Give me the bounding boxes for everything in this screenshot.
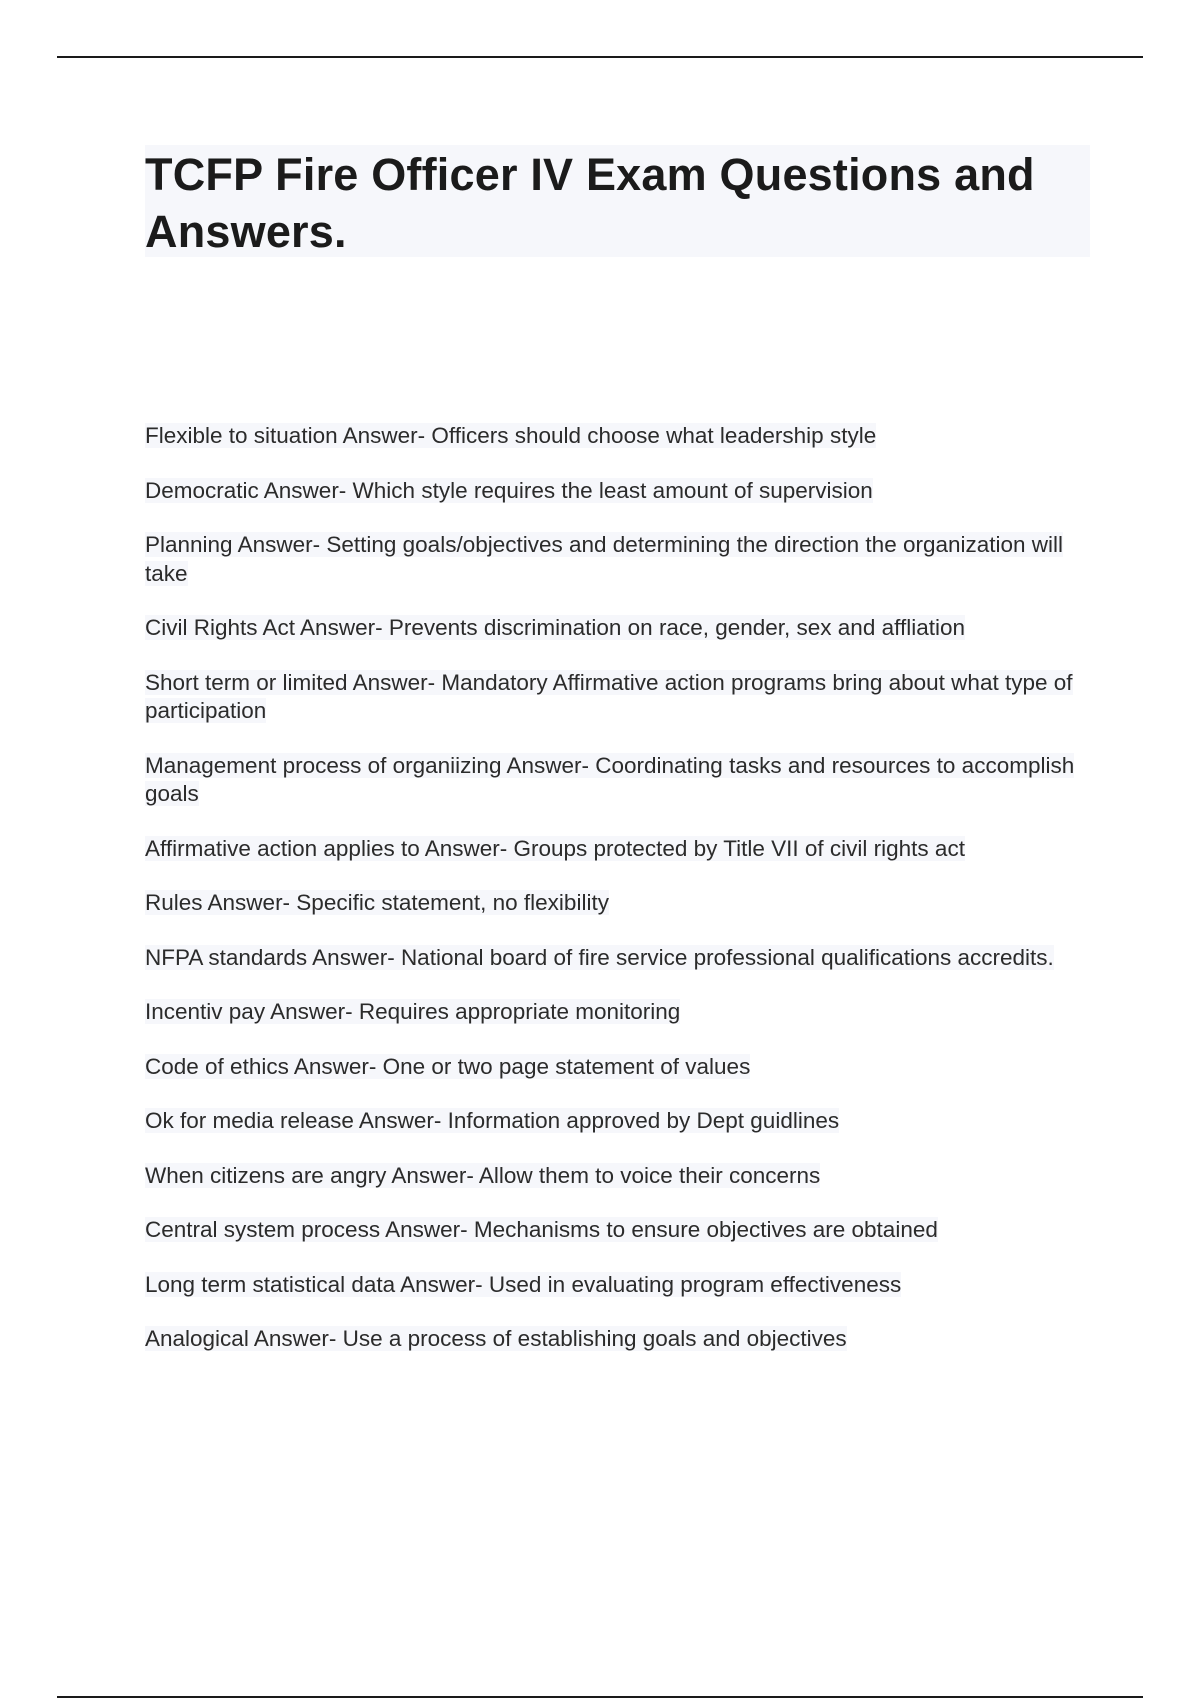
document-title: TCFP Fire Officer IV Exam Questions and Answers.	[145, 149, 1035, 257]
qa-item	[145, 944, 1105, 973]
qa-item-text: Management process of organiizing Answer- Coordinating tasks and resources to accomplish goals	[145, 752, 1075, 806]
bottom-rule	[57, 1696, 1143, 1698]
qa-item	[145, 889, 1105, 918]
qa-item	[145, 669, 1105, 726]
qa-item	[145, 531, 1105, 588]
qa-item	[145, 835, 1105, 864]
qa-item	[145, 422, 1105, 451]
qa-item-text: NFPA standards Answer- National board of fire service professional qualifications accredits.	[145, 944, 1054, 970]
qa-item	[145, 614, 1105, 643]
qa-item-text: Code of ethics Answer- One or two page statement of values	[145, 1053, 751, 1079]
qa-item-text: Planning Answer- Setting goals/objectives and determining the direction the organization will take	[145, 532, 1064, 586]
qa-item-text: Civil Rights Act Answer- Prevents discrimination on race, gender, sex and affliation	[145, 615, 965, 640]
qa-item	[145, 1162, 1105, 1191]
qa-item-text: When citizens are angry Answer- Allow them to voice their concerns	[145, 1162, 821, 1188]
qa-item-text: Analogical Answer- Use a process of establishing goals and objectives	[145, 1326, 847, 1351]
qa-item-text: Long term statistical data Answer- Used in evaluating program effectiveness	[145, 1271, 902, 1297]
qa-item-text: Rules Answer- Specific statement, no flexibility	[145, 890, 609, 915]
qa-item	[145, 1216, 1105, 1245]
qa-item	[145, 752, 1105, 809]
qa-item-text: Democratic Answer- Which style requires the least amount of supervision	[145, 477, 873, 503]
qa-item-text: Central system process Answer- Mechanisms to ensure objectives are obtained	[145, 1217, 938, 1242]
qa-item	[145, 1271, 1105, 1300]
qa-item	[145, 1053, 1105, 1082]
qa-item-text: Short term or limited Answer- Mandatory Affirmative action programs bring about what type of participation	[145, 669, 1073, 723]
qa-item-text: Flexible to situation Answer- Officers should choose what leadership style	[145, 423, 877, 448]
qa-item	[145, 1325, 1105, 1354]
qa-item	[145, 477, 1105, 506]
qa-item-text: Incentiv pay Answer- Requires appropriate monitoring	[145, 999, 681, 1024]
qa-item	[145, 998, 1105, 1027]
qa-item	[145, 1107, 1105, 1136]
title-block	[145, 145, 1090, 257]
qa-item-text: Affirmative action applies to Answer- Groups protected by Title VII of civil rights act	[145, 835, 965, 861]
qa-list	[145, 422, 1105, 1380]
top-rule	[57, 56, 1143, 58]
qa-item-text: Ok for media release Answer- Information approved by Dept guidlines	[145, 1108, 840, 1133]
